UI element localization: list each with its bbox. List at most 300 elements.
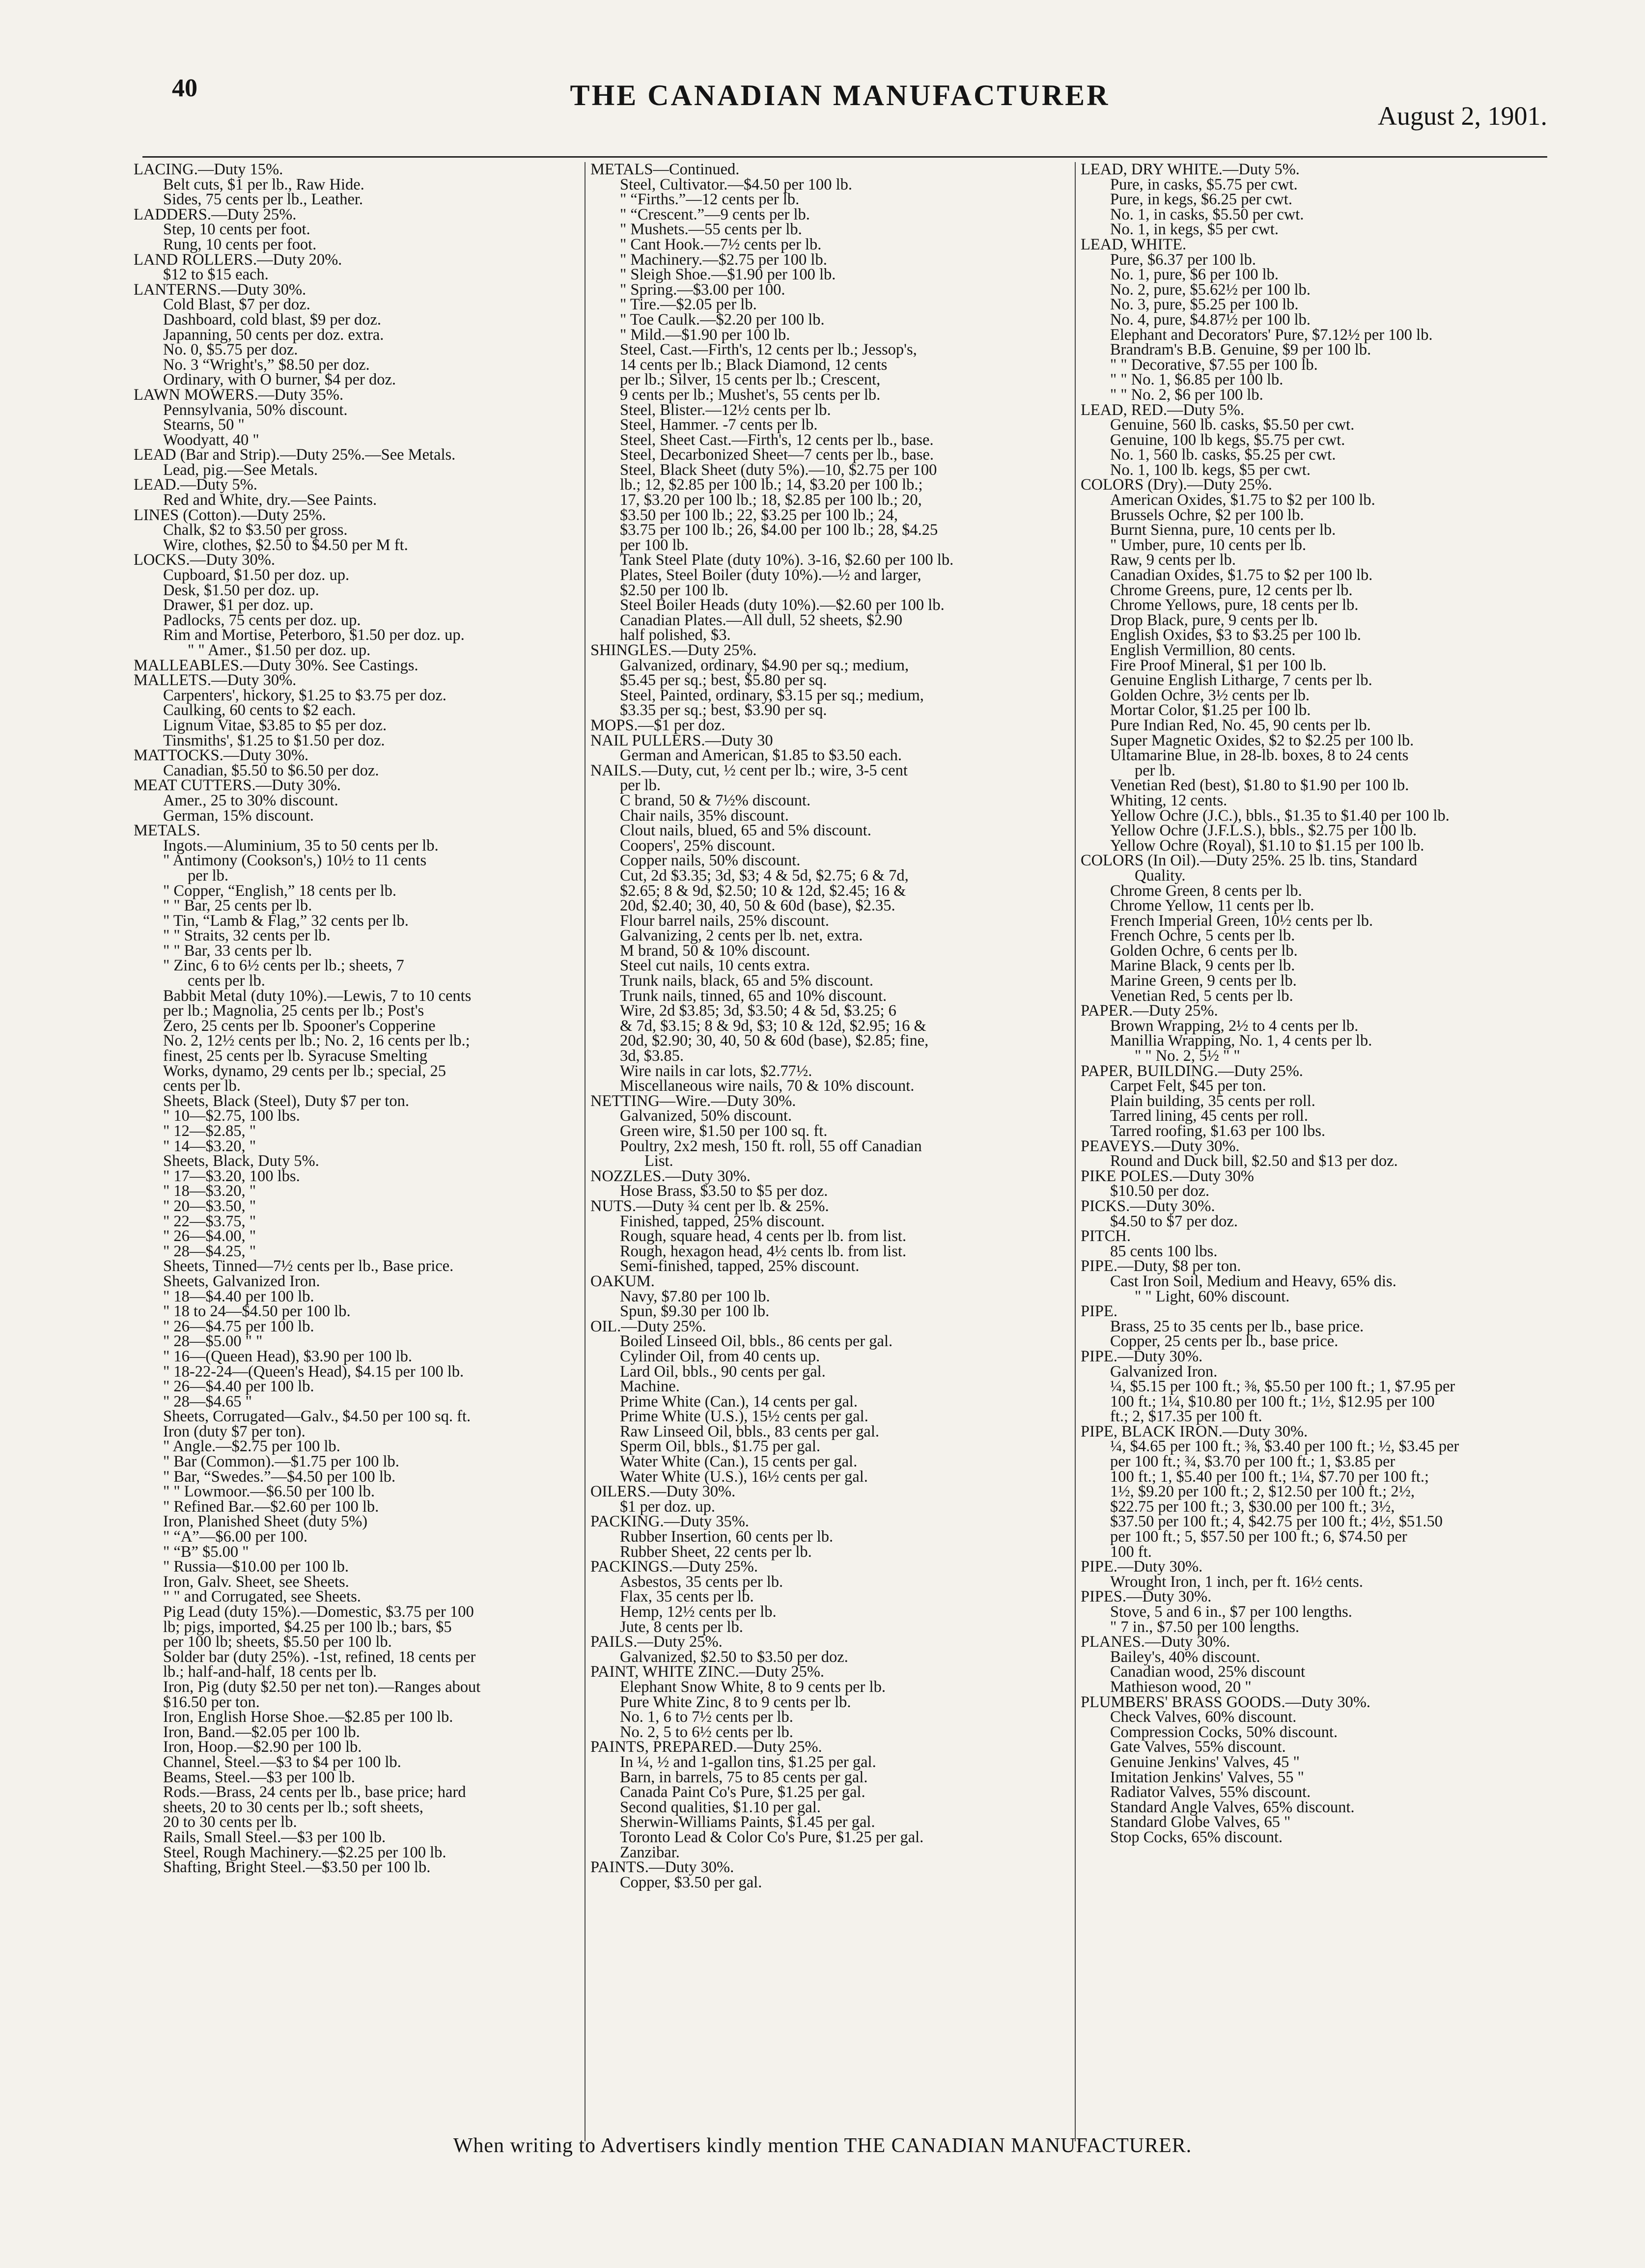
price-line: " 28—$4.25, " [163, 1242, 256, 1260]
price-line: Fire Proof Mineral, $1 per 100 lb. [1110, 656, 1327, 674]
price-heading: NAIL PULLERS.—Duty 30 [590, 731, 773, 749]
price-column-3 [1081, 162, 1552, 2127]
price-line: Rails, Small Steel.—$3 per 100 lb. [163, 1828, 386, 1846]
price-line: Canadian, $5.50 to $6.50 per doz. [163, 761, 379, 779]
price-line: Venetian Red, 5 cents per lb. [1110, 987, 1293, 1005]
price-line: English Oxides, $3 to $3.25 per 100 lb. [1110, 626, 1361, 644]
price-line: No. 1, in casks, $5.50 per cwt. [1110, 205, 1304, 223]
price-line: French Imperial Green, 10½ cents per lb. [1110, 912, 1373, 930]
price-line: Standard Angle Valves, 65% discount. [1110, 1798, 1355, 1816]
price-line: Steel, Hammer. -7 cents per lb. [620, 416, 818, 434]
price-heading: MALLETS.—Duty 30%. [134, 671, 297, 690]
price-line: ft.; 2, $17.35 per 100 ft. [1110, 1408, 1262, 1426]
price-heading: PAILS.—Duty 25%. [590, 1633, 723, 1651]
price-line: " 26—$4.40 per 100 lb. [163, 1378, 314, 1396]
price-heading: PICKS.—Duty 30%. [1081, 1197, 1215, 1215]
price-line: Copper, 25 cents per lb., base price. [1110, 1332, 1338, 1351]
price-line: Super Magnetic Oxides, $2 to $2.25 per 100 lb. [1110, 731, 1414, 749]
price-line: Tarred lining, 45 cents per roll. [1110, 1107, 1308, 1125]
price-line: Jute, 8 cents per lb. [620, 1618, 743, 1636]
price-line: " 18—$3.20, " [163, 1182, 256, 1200]
price-heading: PITCH. [1081, 1227, 1131, 1245]
price-line: Iron, Planished Sheet (duty 5%) [163, 1513, 368, 1531]
price-heading: PIPE. [1081, 1302, 1117, 1321]
price-line: Genuine, 560 lb. casks, $5.50 per cwt. [1110, 416, 1355, 434]
price-line: " 28—$5.00 " " [163, 1332, 263, 1351]
price-line: Chrome Yellow, 11 cents per lb. [1110, 897, 1314, 915]
price-line: No. 1, 6 to 7½ cents per lb. [620, 1708, 793, 1726]
price-line: Stearns, 50 " [163, 416, 245, 434]
price-line: Steel, Cast.—Firth's, 12 cents per lb.; Jessop's, [620, 341, 917, 359]
price-heading: NAILS.—Duty, cut, ½ cent per lb.; wire, 3-5 cent [590, 761, 908, 779]
price-heading: LEAD, DRY WHITE.—Duty 5%. [1081, 162, 1300, 178]
price-line: Iron, Pig (duty $2.50 per net ton).—Ranges about [163, 1678, 481, 1696]
price-line: " Antimony (Cookson's,) 10½ to 11 cents [163, 852, 427, 870]
price-line: Steel, Black Sheet (duty 5%).—10, $2.75 per 100 [620, 461, 937, 479]
price-line: lb.; 12, $2.85 per 100 lb.; 14, $3.20 per 100 lb.; [620, 476, 923, 494]
price-heading: SHINGLES.—Duty 25%. [590, 641, 757, 659]
price-line: Rim and Mortise, Peterboro, $1.50 per doz. up. [163, 626, 465, 644]
price-heading: LEAD, WHITE. [1081, 235, 1187, 253]
price-line: Carpet Felt, $45 per ton. [1110, 1077, 1266, 1095]
price-line: Prime White (U.S.), 15½ cents per gal. [620, 1408, 868, 1426]
price-line: per 100 lb. [620, 536, 689, 554]
price-heading: PEAVEYS.—Duty 30%. [1081, 1137, 1240, 1155]
price-heading: LADDERS.—Duty 25%. [134, 205, 297, 223]
price-line: per 100 ft.; ¾, $3.70 per 100 ft.; 1, $3.85 per [1110, 1453, 1395, 1471]
price-line: Pennsylvania, 50% discount. [163, 401, 348, 419]
price-line: Rubber Insertion, 60 cents per lb. [620, 1528, 834, 1546]
price-line: lb; pigs, imported, $4.25 per 100 lb.; bars, $5 [163, 1618, 452, 1636]
price-line: Canada Paint Co's Pure, $1.25 per gal. [620, 1783, 865, 1801]
price-line: " " No. 1, $6.85 per 100 lb. [1110, 371, 1283, 389]
price-line: Genuine English Litharge, 7 cents per lb. [1110, 671, 1372, 690]
price-line: " 16—(Queen Head), $3.90 per 100 lb. [163, 1347, 412, 1365]
price-line: " Sleigh Shoe.—$1.90 per 100 lb. [620, 266, 836, 284]
price-line: Chair nails, 35% discount. [620, 806, 789, 825]
price-line: Elephant and Decorators' Pure, $7.12½ per 100 lb. [1110, 326, 1433, 344]
price-line: " 26—$4.75 per 100 lb. [163, 1317, 314, 1335]
price-line: Hose Brass, $3.50 to $5 per doz. [620, 1182, 828, 1200]
price-line: Iron, English Horse Shoe.—$2.85 per 100 lb. [163, 1708, 453, 1726]
price-line: " 7 in., $7.50 per 100 lengths. [1110, 1618, 1300, 1636]
price-line: Canadian Oxides, $1.75 to $2 per 100 lb. [1110, 566, 1373, 584]
price-line: No. 0, $5.75 per doz. [163, 341, 298, 359]
price-line: " Angle.—$2.75 per 100 lb. [163, 1438, 340, 1456]
price-line: " 18—$4.40 per 100 lb. [163, 1287, 314, 1305]
price-line: " 18-22-24—(Queen's Head), $4.15 per 100 lb. [163, 1362, 464, 1381]
price-line: per 100 lb; sheets, $5.50 per 100 lb. [163, 1633, 392, 1651]
price-line: $3.75 per 100 lb.; 26, $4.00 per 100 lb.; 28, $4.25 [620, 521, 938, 539]
price-line: Yellow Ochre (Royal), $1.10 to $1.15 per 100 lb. [1110, 836, 1424, 855]
price-line: Water White (U.S.), 16½ cents per gal. [620, 1467, 868, 1486]
price-line: & 7d, $3.15; 8 & 9d, $3; 10 & 12d, $2.95; 16 & [620, 1017, 926, 1035]
price-line: " Tire.—$2.05 per lb. [620, 296, 757, 314]
price-line: 17, $3.20 per 100 lb.; 18, $2.85 per 100 lb.; 20, [620, 491, 922, 509]
price-line: 14 cents per lb.; Black Diamond, 12 cents [620, 356, 888, 374]
price-line: Beams, Steel.—$3 per 100 lb. [163, 1768, 355, 1786]
price-line: Chrome Greens, pure, 12 cents per lb. [1110, 581, 1353, 599]
price-line: $12 to $15 each. [163, 266, 269, 284]
price-line: $22.75 per 100 ft.; 3, $30.00 per 100 ft.; 3½, [1110, 1497, 1395, 1516]
price-heading: PAINTS.—Duty 30%. [590, 1858, 734, 1877]
price-line: Flax, 35 cents per lb. [620, 1588, 754, 1606]
price-line: 20d, $2.40; 30, 40, 50 & 60d (base), $2.35. [620, 897, 895, 915]
price-line: $2.50 per 100 lb. [620, 581, 729, 599]
price-line: Check Valves, 60% discount. [1110, 1708, 1297, 1726]
price-line: Solder bar (duty 25%). -1st, refined, 18 cents per [163, 1648, 476, 1666]
price-line: Pure, $6.37 per 100 lb. [1110, 250, 1256, 269]
price-line: $1 per doz. up. [620, 1497, 716, 1516]
price-line: " 14—$3.20, " [163, 1137, 256, 1155]
price-line: M brand, 50 & 10% discount. [620, 941, 810, 960]
price-heading: PAPER.—Duty 25%. [1081, 1002, 1218, 1020]
price-line: Chalk, $2 to $3.50 per gross. [163, 521, 348, 539]
price-line: Sheets, Black (Steel), Duty $7 per ton. [163, 1092, 409, 1110]
price-line: " “B” $5.00 " [163, 1543, 249, 1561]
price-line: Amer., 25 to 30% discount. [163, 791, 338, 809]
price-line: Pure, in casks, $5.75 per cwt. [1110, 175, 1298, 194]
price-line: Pure White Zinc, 8 to 9 cents per lb. [620, 1693, 851, 1711]
price-line: " " Amer., $1.50 per doz. up. [188, 641, 371, 659]
price-line: Iron, Hoop.—$2.90 per 100 lb. [163, 1738, 362, 1756]
price-line: Water White (Can.), 15 cents per gal. [620, 1453, 858, 1471]
price-heading: NUTS.—Duty ¾ cent per lb. & 25%. [590, 1197, 829, 1215]
price-line: Belt cuts, $1 per lb., Raw Hide. [163, 175, 364, 194]
price-line: No. 1, 560 lb. casks, $5.25 per cwt. [1110, 446, 1336, 464]
price-line: No. 4, pure, $4.87½ per 100 lb. [1110, 310, 1310, 329]
price-line: Steel Boiler Heads (duty 10%).—$2.60 per 100 lb. [620, 596, 945, 614]
price-line: Tank Steel Plate (duty 10%). 3-16, $2.60 per 100 lb. [620, 551, 954, 569]
price-line: " Umber, pure, 10 cents per lb. [1110, 536, 1307, 554]
price-line: Drawer, $1 per doz. up. [163, 596, 314, 614]
price-line: Poultry, 2x2 mesh, 150 ft. roll, 55 off Canadian [620, 1137, 922, 1155]
price-line: No. 3, pure, $5.25 per 100 lb. [1110, 296, 1299, 314]
price-line: " “Firths.”—12 cents per lb. [620, 191, 800, 209]
price-line: Chrome Green, 8 cents per lb. [1110, 882, 1302, 900]
price-line: Toronto Lead & Color Co's Pure, $1.25 per gal. [620, 1828, 924, 1846]
price-heading: MALLEABLES.—Duty 30%. See Castings. [134, 656, 418, 674]
price-line: Green wire, $1.50 per 100 sq. ft. [620, 1122, 828, 1140]
price-line: " Spring.—$3.00 per 100. [620, 280, 785, 299]
price-line: Wire nails in car lots, $2.77½. [620, 1062, 812, 1080]
price-line: Red and White, dry.—See Paints. [163, 491, 377, 509]
price-line: Desk, $1.50 per doz. up. [163, 581, 319, 599]
price-heading: PACKINGS.—Duty 25%. [590, 1558, 758, 1576]
price-heading: MOPS.—$1 per doz. [590, 716, 725, 734]
price-line: No. 1, pure, $6 per 100 lb. [1110, 266, 1279, 284]
price-heading: PIPE, BLACK IRON.—Duty 30%. [1081, 1422, 1308, 1440]
price-line: Ingots.—Aluminium, 35 to 50 cents per lb. [163, 836, 439, 855]
price-heading: PIPE.—Duty 30%. [1081, 1347, 1203, 1365]
price-line: Tarred roofing, $1.63 per 100 lbs. [1110, 1122, 1326, 1140]
price-line: Coopers', 25% discount. [620, 836, 776, 855]
page-header [133, 74, 1547, 142]
price-line: Lignum Vitae, $3.85 to $5 per doz. [163, 716, 387, 734]
price-line: List. [644, 1152, 673, 1170]
price-line: Hemp, 12½ cents per lb. [620, 1603, 777, 1621]
price-line: sheets, 20 to 30 cents per lb.; soft sheets, [163, 1798, 423, 1816]
price-line: Steel, Sheet Cast.—Firth's, 12 cents per lb., base. [620, 431, 934, 449]
price-line: " 20—$3.50, " [163, 1197, 256, 1215]
price-column-1 [134, 162, 605, 2127]
price-line: " 22—$3.75, " [163, 1212, 256, 1230]
price-heading: OAKUM. [590, 1272, 655, 1290]
price-line: Steel, Painted, ordinary, $3.15 per sq.; medium, [620, 686, 924, 704]
price-line: Galvanizing, 2 cents per lb. net, extra. [620, 927, 863, 945]
price-line: Yellow Ochre (J.C.), bbls., $1.35 to $1.40 per 100 lb. [1110, 806, 1450, 825]
price-line: Pure, in kegs, $6.25 per cwt. [1110, 191, 1292, 209]
price-line: Galvanized, $2.50 to $3.50 per doz. [620, 1648, 848, 1666]
price-line: " Machinery.—$2.75 per 100 lb. [620, 250, 827, 269]
price-line: " Tin, “Lamb & Flag,” 32 cents per lb. [163, 912, 409, 930]
price-line: Copper nails, 50% discount. [620, 852, 801, 870]
price-line: Second qualities, $1.10 per gal. [620, 1798, 821, 1816]
price-line: Iron, Band.—$2.05 per 100 lb. [163, 1723, 360, 1741]
price-line: Bailey's, 40% discount. [1110, 1648, 1260, 1666]
price-line: Drop Black, pure, 9 cents per lb. [1110, 611, 1318, 629]
price-line: " " Straits, 32 cents per lb. [163, 927, 331, 945]
price-heading: MEAT CUTTERS.—Duty 30%. [134, 776, 341, 795]
price-heading: COLORS (In Oil).—Duty 25%. 25 lb. tins, Standard [1081, 852, 1418, 870]
price-line: " " and Corrugated, see Sheets. [163, 1588, 361, 1606]
column-divider [1075, 162, 1076, 2141]
price-line: Cold Blast, $7 per doz. [163, 296, 310, 314]
price-line: Mathieson wood, 20 " [1110, 1678, 1252, 1696]
price-line: Asbestos, 35 cents per lb. [620, 1573, 783, 1591]
price-line: Stop Cocks, 65% discount. [1110, 1828, 1283, 1846]
price-line: Cylinder Oil, from 40 cents up. [620, 1347, 820, 1365]
price-line: half polished, $3. [620, 626, 731, 644]
price-heading: LINES (Cotton).—Duty 25%. [134, 506, 326, 524]
price-line: 3d, $3.85. [620, 1047, 684, 1065]
price-heading: PAINTS, PREPARED.—Duty 25%. [590, 1738, 822, 1756]
price-line: " 28—$4.65 " [163, 1392, 252, 1411]
price-line: 85 cents 100 lbs. [1110, 1242, 1218, 1260]
price-heading: LACING.—Duty 15%. [134, 162, 283, 178]
price-heading: LOCKS.—Duty 30%. [134, 551, 275, 569]
price-line: " “Crescent.”—9 cents per lb. [620, 205, 810, 223]
price-line: Sherwin-Williams Paints, $1.45 per gal. [620, 1813, 875, 1831]
price-line: 1½, $9.20 per 100 ft.; 2, $12.50 per 100 ft.; 2½, [1110, 1483, 1415, 1501]
price-line: " " Light, 60% discount. [1135, 1287, 1290, 1305]
price-line: Quality. [1135, 866, 1186, 885]
page-number: 40 [172, 74, 197, 102]
price-line: " Toe Caulk.—$2.20 per 100 lb. [620, 310, 825, 329]
price-line: English Vermillion, 80 cents. [1110, 641, 1296, 659]
price-line: No. 1, in kegs, $5 per cwt. [1110, 221, 1279, 239]
price-line: Wrought Iron, 1 inch, per ft. 16½ cents. [1110, 1573, 1363, 1591]
price-line: No. 3 “Wright's,” $8.50 per doz. [163, 356, 370, 374]
price-heading: METALS. [134, 822, 200, 840]
price-line: Sheets, Galvanized Iron. [163, 1272, 320, 1290]
price-line: Cut, 2d $3.35; 3d, $3; 4 & 5d, $2.75; 6 & 7d, [620, 866, 909, 885]
price-line: 20 to 30 cents per lb. [163, 1813, 297, 1831]
price-line: " Refined Bar.—$2.60 per 100 lb. [163, 1497, 379, 1516]
price-line: cents per lb. [188, 972, 265, 990]
price-line: Dashboard, cold blast, $9 per doz. [163, 310, 382, 329]
price-line: Galvanized, 50% discount. [620, 1107, 792, 1125]
price-line: Babbit Metal (duty 10%).—Lewis, 7 to 10 cents [163, 987, 472, 1005]
price-line: No. 2, 12½ cents per lb.; No. 2, 16 cents per lb.; [163, 1032, 470, 1050]
price-line: Venetian Red (best), $1.80 to $1.90 per 100 lb. [1110, 776, 1409, 795]
price-line: Elephant Snow White, 8 to 9 cents per lb. [620, 1678, 886, 1696]
price-line: Plates, Steel Boiler (duty 10%).—½ and larger, [620, 566, 921, 584]
price-line: lb.; half-and-half, 18 cents per lb. [163, 1663, 377, 1681]
price-line: Rods.—Brass, 24 cents per lb., base price; hard [163, 1783, 466, 1801]
price-line: " 17—$3.20, 100 lbs. [163, 1167, 300, 1185]
footer-note: When writing to Advertisers kindly mention THE CANADIAN MANUFACTURER. [453, 2134, 1192, 2157]
price-line: per lb. [1135, 761, 1176, 779]
price-line: Barn, in barrels, 75 to 85 cents per gal. [620, 1768, 868, 1786]
price-line: Chrome Yellows, pure, 18 cents per lb. [1110, 596, 1359, 614]
price-line: C brand, 50 & 7½% discount. [620, 791, 811, 809]
price-line: Genuine Jenkins' Valves, 45 " [1110, 1753, 1300, 1771]
price-line: Steel, Rough Machinery.—$2.25 per 100 lb. [163, 1843, 446, 1861]
price-line: Canadian wood, 25% discount [1110, 1663, 1306, 1681]
price-line: per lb. [188, 866, 229, 885]
price-heading: LAND ROLLERS.—Duty 20%. [134, 250, 342, 269]
price-heading: OILERS.—Duty 30%. [590, 1483, 736, 1501]
price-line: Rubber Sheet, 22 cents per lb. [620, 1543, 812, 1561]
price-line: Machine. [620, 1378, 680, 1396]
price-line: per lb.; Magnolia, 25 cents per lb.; Post's [163, 1002, 424, 1020]
price-heading: LEAD.—Duty 5%. [134, 476, 257, 494]
price-line: Padlocks, 75 cents per doz. up. [163, 611, 361, 629]
price-line: German, 15% discount. [163, 806, 314, 825]
price-line: Wire, 2d $3.85; 3d, $3.50; 4 & 5d, $3.25; 6 [620, 1002, 896, 1020]
price-line: Tinsmiths', $1.25 to $1.50 per doz. [163, 731, 385, 749]
price-heading: COLORS (Dry).—Duty 25%. [1081, 476, 1272, 494]
price-heading: PLUMBERS' BRASS GOODS.—Duty 30%. [1081, 1693, 1371, 1711]
price-line: Works, dynamo, 29 cents per lb.; special, 25 [163, 1062, 446, 1080]
price-line: " Cant Hook.—7½ cents per lb. [620, 235, 822, 253]
price-line: Flour barrel nails, 25% discount. [620, 912, 830, 930]
price-line: No. 2, pure, $5.62½ per 100 lb. [1110, 280, 1310, 299]
price-line: Brass, 25 to 35 cents per lb., base price. [1110, 1317, 1364, 1335]
price-line: Cast Iron Soil, Medium and Heavy, 65% dis. [1110, 1272, 1396, 1290]
price-heading: NETTING—Wire.—Duty 30%. [590, 1092, 796, 1110]
price-line: Steel, Decarbonized Sheet—7 cents per lb., base. [620, 446, 934, 464]
price-line: " 10—$2.75, 100 lbs. [163, 1107, 300, 1125]
price-line: Standard Globe Valves, 65 " [1110, 1813, 1291, 1831]
price-heading: PIKE POLES.—Duty 30% [1081, 1167, 1254, 1185]
price-line: Marine Green, 9 cents per lb. [1110, 972, 1297, 990]
price-line: Zero, 25 cents per lb. Spooner's Copperine [163, 1017, 436, 1035]
price-line: $4.50 to $7 per doz. [1110, 1212, 1238, 1230]
price-line: Burnt Sienna, pure, 10 cents per lb. [1110, 521, 1336, 539]
price-heading: LEAD, RED.—Duty 5%. [1081, 401, 1245, 419]
price-line: " 26—$4.00, " [163, 1227, 256, 1245]
price-line: Galvanized, ordinary, $4.90 per sq.; medium, [620, 656, 909, 674]
price-line: Semi-finished, tapped, 25% discount. [620, 1257, 860, 1275]
price-line: Brown Wrapping, 2½ to 4 cents per lb. [1110, 1017, 1359, 1035]
price-line: Raw, 9 cents per lb. [1110, 551, 1236, 569]
price-line: Gate Valves, 55% discount. [1110, 1738, 1286, 1756]
price-line: Rough, square head, 4 cents per lb. from list. [620, 1227, 907, 1245]
price-line: " " Bar, 25 cents per lb. [163, 897, 312, 915]
price-line: Plain building, 35 cents per roll. [1110, 1092, 1315, 1110]
price-line: " " Lowmoor.—$6.50 per 100 lb. [163, 1483, 375, 1501]
price-line: American Oxides, $1.75 to $2 per 100 lb. [1110, 491, 1375, 509]
price-line: Boiled Linseed Oil, bbls., 86 cents per gal. [620, 1332, 893, 1351]
price-line: " " No. 2, $6 per 100 lb. [1110, 386, 1263, 404]
price-line: per 100 ft.; 5, $57.50 per 100 ft.; 6, $74.50 per [1110, 1528, 1407, 1546]
price-line: Sheets, Corrugated—Galv., $4.50 per 100 sq. ft. [163, 1408, 471, 1426]
price-line: Sperm Oil, bbls., $1.75 per gal. [620, 1438, 821, 1456]
price-line: " " No. 2, 5½ " " [1135, 1047, 1240, 1065]
price-line: Carpenters', hickory, $1.25 to $3.75 per doz. [163, 686, 446, 704]
price-line: $37.50 per 100 ft.; 4, $42.75 per 100 ft.; 4½, $51.50 [1110, 1513, 1443, 1531]
price-line: Lead, pig.—See Metals. [163, 461, 318, 479]
price-heading: PLANES.—Duty 30%. [1081, 1633, 1230, 1651]
price-line: Iron (duty $7 per ton). [163, 1422, 306, 1440]
price-heading: PIPE.—Duty, $8 per ton. [1081, 1257, 1241, 1275]
price-line: Japanning, 50 cents per doz. extra. [163, 326, 384, 344]
price-line: Compression Cocks, 50% discount. [1110, 1723, 1338, 1741]
price-line: Zanzibar. [620, 1843, 680, 1861]
header-rule [142, 156, 1547, 158]
column-divider [585, 162, 586, 2141]
price-line: $16.50 per ton. [163, 1693, 260, 1711]
price-line: Iron, Galv. Sheet, see Sheets. [163, 1573, 349, 1591]
price-line: cents per lb. [163, 1077, 241, 1095]
price-line: Raw Linseed Oil, bbls., 83 cents per gal. [620, 1422, 880, 1440]
price-line: Cupboard, $1.50 per doz. up. [163, 566, 350, 584]
price-line: Stove, 5 and 6 in., $7 per 100 lengths. [1110, 1603, 1352, 1621]
price-heading: PIPES.—Duty 30%. [1081, 1588, 1212, 1606]
price-line: No. 1, 100 lb. kegs, $5 per cwt. [1110, 461, 1310, 479]
price-line: per lb. [620, 776, 661, 795]
price-line: Steel, Cultivator.—$4.50 per 100 lb. [620, 175, 853, 194]
price-line: $3.35 per sq.; best, $3.90 per sq. [620, 701, 827, 719]
price-line: ¼, $5.15 per 100 ft.; ⅜, $5.50 per 100 ft.; 1, $7.95 per [1110, 1378, 1455, 1396]
price-line: In ¼, ½ and 1-gallon tins, $1.25 per gal. [620, 1753, 876, 1771]
price-line: Clout nails, blued, 65 and 5% discount. [620, 822, 871, 840]
price-line: Imitation Jenkins' Valves, 55 " [1110, 1768, 1304, 1786]
price-line: finest, 25 cents per lb. Syracuse Smelting [163, 1047, 427, 1065]
price-line: Marine Black, 9 cents per lb. [1110, 957, 1295, 975]
price-line: Sides, 75 cents per lb., Leather. [163, 191, 363, 209]
price-line: Manillia Wrapping, No. 1, 4 cents per lb. [1110, 1032, 1372, 1050]
price-heading: PACKING.—Duty 35%. [590, 1513, 749, 1531]
price-line: Ordinary, with O burner, $4 per doz. [163, 371, 396, 389]
price-line: 100 ft.; 1¼, $10.80 per 100 ft.; 1½, $12.95 per 100 [1110, 1392, 1435, 1411]
price-line: $2.65; 8 & 9d, $2.50; 10 & 12d, $2.45; 16 & [620, 882, 906, 900]
price-line: Step, 10 cents per foot. [163, 221, 310, 239]
price-line: " Mushets.—55 cents per lb. [620, 221, 802, 239]
price-line: Sheets, Black, Duty 5%. [163, 1152, 319, 1170]
price-heading: LEAD (Bar and Strip).—Duty 25%.—See Metals. [134, 446, 456, 464]
price-line: Rough, hexagon head, 4½ cents lb. from list. [620, 1242, 907, 1260]
price-line: " 18 to 24—$4.50 per 100 lb. [163, 1302, 351, 1321]
price-line: $3.50 per 100 lb.; 22, $3.25 per 100 lb.; 24, [620, 506, 898, 524]
price-line: Brandram's B.B. Genuine, $9 per 100 lb. [1110, 341, 1371, 359]
price-line: Round and Duck bill, $2.50 and $13 per doz. [1110, 1152, 1398, 1170]
price-line: ¼, $4.65 per 100 ft.; ⅜, $3.40 per 100 ft.; ½, $3.45 per [1110, 1438, 1459, 1456]
price-line: Golden Ochre, 3½ cents per lb. [1110, 686, 1310, 704]
price-line: Mortar Color, $1.25 per 100 lb. [1110, 701, 1311, 719]
price-heading: LAWN MOWERS.—Duty 35%. [134, 386, 344, 404]
price-line: Yellow Ochre (J.F.L.S.), bbls., $2.75 per 100 lb. [1110, 822, 1417, 840]
price-line: Ultamarine Blue, in 28-lb. boxes, 8 to 24 cents [1110, 747, 1409, 765]
price-line: Genuine, 100 lb kegs, $5.75 per cwt. [1110, 431, 1345, 449]
price-line: $5.45 per sq.; best, $5.80 per sq. [620, 671, 827, 690]
price-heading: PIPE.—Duty 30%. [1081, 1558, 1203, 1576]
price-line: Spun, $9.30 per 100 lb. [620, 1302, 770, 1321]
price-line: " " Decorative, $7.55 per 100 lb. [1110, 356, 1318, 374]
price-line: Golden Ochre, 6 cents per lb. [1110, 941, 1298, 960]
